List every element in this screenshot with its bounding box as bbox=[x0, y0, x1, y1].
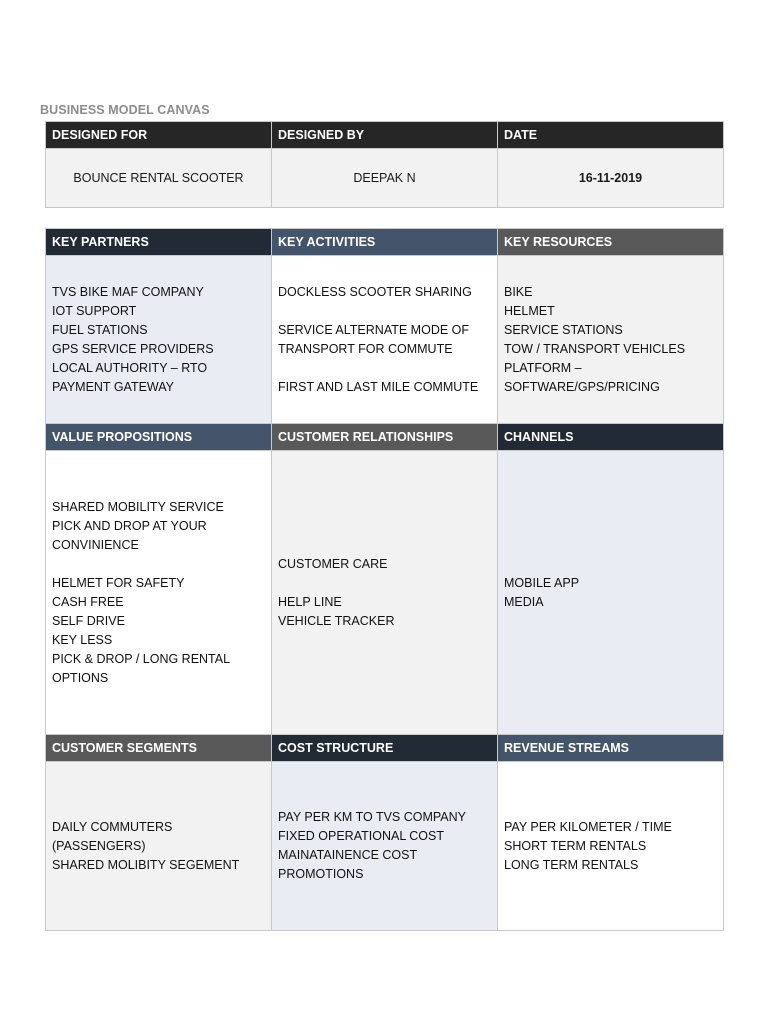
canvas-line: FIRST AND LAST MILE COMMUTE bbox=[278, 379, 479, 394]
channels-header: CHANNELS bbox=[498, 424, 724, 451]
canvas-line: BIKE bbox=[504, 284, 533, 299]
key-resources-content bbox=[498, 256, 724, 424]
document-title: BUSINESS MODEL CANVAS bbox=[40, 103, 210, 117]
canvas-line: OPTIONS bbox=[52, 670, 109, 685]
canvas-line: SERVICE STATIONS bbox=[504, 322, 623, 337]
canvas-line: LONG TERM RENTALS bbox=[504, 857, 639, 872]
canvas-line: TVS BIKE MAF COMPANY bbox=[52, 284, 204, 299]
customer-segments-content bbox=[46, 762, 272, 931]
canvas-line: TOW / TRANSPORT VEHICLES bbox=[504, 341, 686, 356]
designed-by-value: DEEPAK N bbox=[272, 149, 498, 208]
designed-by-label: DESIGNED BY bbox=[272, 122, 498, 149]
canvas-line: LOCAL AUTHORITY – RTO bbox=[52, 360, 208, 375]
business-model-canvas bbox=[45, 228, 724, 931]
canvas-line: SELF DRIVE bbox=[52, 613, 125, 628]
canvas-line: SERVICE ALTERNATE MODE OF bbox=[278, 322, 470, 337]
customer-relationships-content bbox=[272, 451, 498, 735]
designed-for-label: DESIGNED FOR bbox=[46, 122, 272, 149]
canvas-line: SHORT TERM RENTALS bbox=[504, 838, 647, 853]
canvas-line: PAY PER KILOMETER / TIME bbox=[504, 819, 672, 834]
date-label: DATE bbox=[498, 122, 724, 149]
canvas-line: HELMET bbox=[504, 303, 555, 318]
cost-structure-content bbox=[272, 762, 498, 931]
line-spacer bbox=[52, 555, 267, 574]
canvas-line: TRANSPORT FOR COMMUTE bbox=[278, 341, 453, 356]
canvas-line: SHARED MOLIBITY SEGEMENT bbox=[52, 857, 240, 872]
canvas-line: VEHICLE TRACKER bbox=[278, 613, 395, 628]
key-partners-header: KEY PARTNERS bbox=[46, 229, 272, 256]
customer-relationships-header: CUSTOMER RELATIONSHIPS bbox=[272, 424, 498, 451]
header-table bbox=[45, 121, 724, 208]
canvas-line: GPS SERVICE PROVIDERS bbox=[52, 341, 214, 356]
canvas-line: HELMET FOR SAFETY bbox=[52, 575, 185, 590]
canvas-line: IOT SUPPORT bbox=[52, 303, 137, 318]
line-spacer bbox=[278, 359, 493, 378]
canvas-line: MAINATAINENCE COST bbox=[278, 848, 418, 862]
canvas-line: MOBILE APP bbox=[504, 575, 580, 590]
canvas-line: PICK & DROP / LONG RENTAL bbox=[52, 651, 231, 666]
revenue-streams-content bbox=[498, 762, 724, 931]
canvas-line: CONVINIENCE bbox=[52, 537, 139, 552]
canvas-line: PICK AND DROP AT YOUR bbox=[52, 518, 207, 533]
canvas-line: PROMOTIONS bbox=[278, 867, 364, 881]
revenue-streams-header: REVENUE STREAMS bbox=[498, 735, 724, 762]
canvas-line: SHARED MOBILITY SERVICE bbox=[52, 499, 224, 514]
date-value: 16-11-2019 bbox=[498, 149, 724, 208]
canvas-line: CUSTOMER CARE bbox=[278, 556, 388, 571]
canvas-line: DAILY COMMUTERS bbox=[52, 819, 173, 834]
key-activities-header: KEY ACTIVITIES bbox=[272, 229, 498, 256]
canvas-line: SOFTWARE/GPS/PRICING bbox=[504, 379, 660, 394]
canvas-line: PAYMENT GATEWAY bbox=[52, 379, 175, 394]
channels-content bbox=[498, 451, 724, 735]
key-partners-content bbox=[46, 256, 272, 424]
canvas-line: FUEL STATIONS bbox=[52, 322, 148, 337]
canvas-line: FIXED OPERATIONAL COST bbox=[278, 829, 444, 843]
canvas-line: (PASSENGERS) bbox=[52, 838, 146, 853]
canvas-line: PLATFORM – bbox=[504, 360, 582, 375]
key-activities-content bbox=[272, 256, 498, 424]
canvas-line: CASH FREE bbox=[52, 594, 124, 609]
value-propositions-content bbox=[46, 451, 272, 735]
canvas-line: HELP LINE bbox=[278, 594, 342, 609]
canvas-line: PAY PER KM TO TVS COMPANY bbox=[278, 810, 467, 824]
line-spacer bbox=[278, 574, 493, 593]
canvas-line: MEDIA bbox=[504, 594, 544, 609]
canvas-line: KEY LESS bbox=[52, 632, 113, 647]
line-spacer bbox=[278, 302, 493, 321]
customer-segments-header: CUSTOMER SEGMENTS bbox=[46, 735, 272, 762]
canvas-line: DOCKLESS SCOOTER SHARING bbox=[278, 284, 472, 299]
cost-structure-header: COST STRUCTURE bbox=[272, 735, 498, 762]
key-resources-header: KEY RESOURCES bbox=[498, 229, 724, 256]
designed-for-value: BOUNCE RENTAL SCOOTER bbox=[46, 149, 272, 208]
value-propositions-header: VALUE PROPOSITIONS bbox=[46, 424, 272, 451]
